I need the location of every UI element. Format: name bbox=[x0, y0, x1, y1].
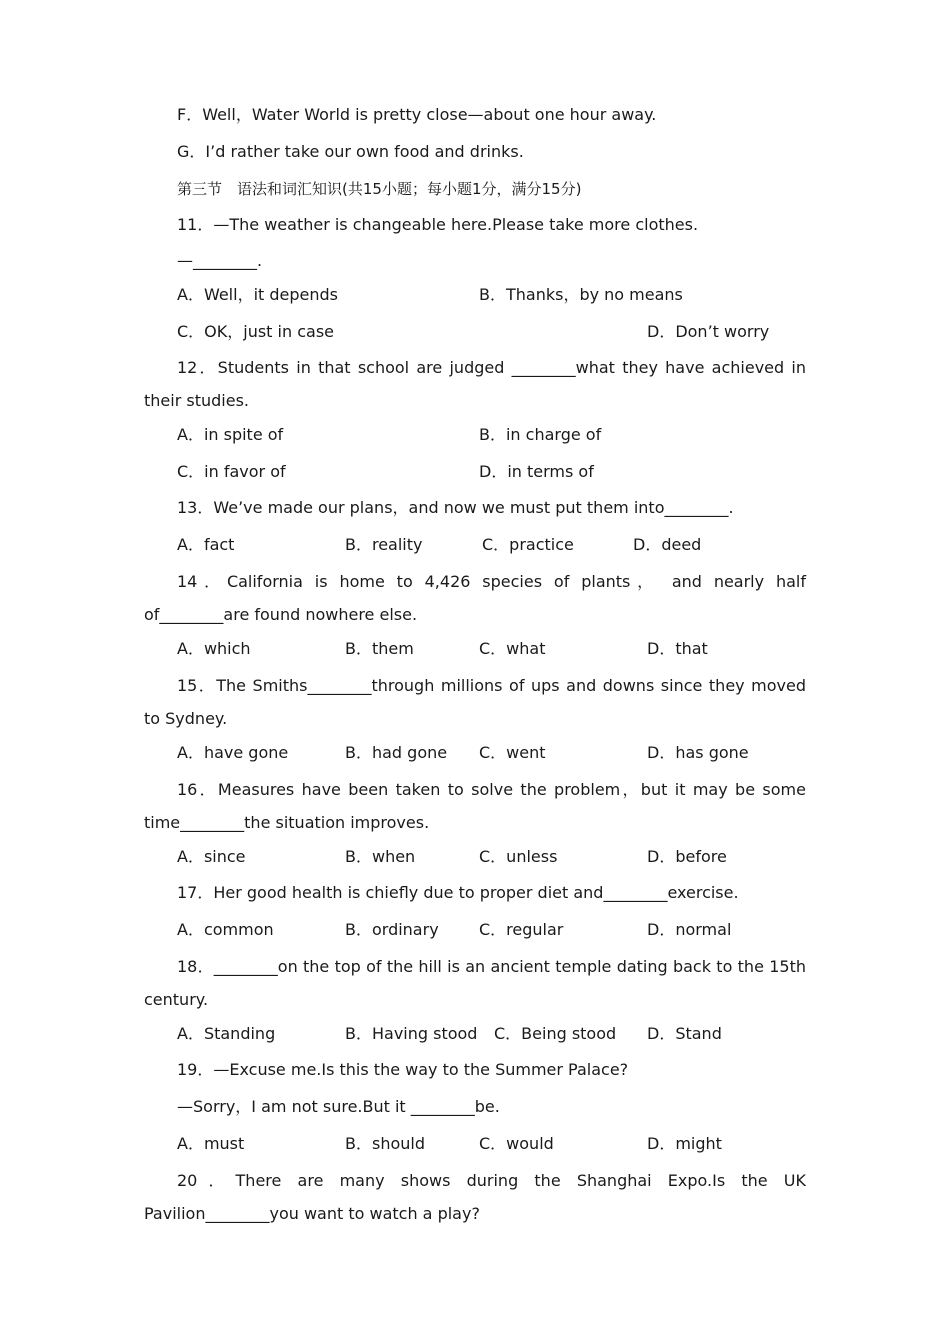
question-12-option-d: D．in terms of bbox=[479, 462, 594, 481]
question-19-option-a: A．must bbox=[177, 1134, 245, 1153]
question-13-option-c: C．practice bbox=[482, 535, 574, 554]
question-19-option-c: C．would bbox=[479, 1134, 554, 1153]
question-19-stem: 19．—Excuse me.Is this the way to the Summer Palace? bbox=[177, 1060, 629, 1079]
question-15-option-b: B．had gone bbox=[345, 743, 448, 762]
question-19-reply: —Sorry，I am not sure.But it ________be. bbox=[177, 1097, 500, 1116]
question-11-stem: 11．—The weather is changeable here.Please take more clothes. bbox=[177, 215, 699, 234]
question-16-option-d: D．before bbox=[647, 847, 727, 866]
question-14-option-c: C．what bbox=[479, 639, 546, 658]
question-12-option-a: A．in spite of bbox=[177, 425, 284, 444]
question-12-stem: 12．Students in that school are judged ________what they have achieved in their studies. bbox=[144, 358, 807, 410]
question-20-stem: 20．There are many shows during the Shanghai Expo.Is the UK Pavilion________you want to watch a play? bbox=[144, 1171, 806, 1223]
question-13-option-b: B．reality bbox=[345, 535, 423, 554]
question-17-option-b: B．ordinary bbox=[345, 920, 439, 939]
question-16-stem: 16．Measures have been taken to solve the problem，but it may be some time________the situation improves. bbox=[144, 780, 806, 832]
question-17-stem: 17．Her good health is chiefly due to proper diet and________exercise. bbox=[177, 883, 739, 902]
question-17-option-a: A．common bbox=[177, 920, 274, 939]
question-12-option-b: B．in charge of bbox=[479, 425, 602, 444]
question-18-option-d: D．Stand bbox=[647, 1024, 722, 1043]
question-16-option-a: A．since bbox=[177, 847, 246, 866]
question-14-option-a: A．which bbox=[177, 639, 251, 658]
question-19-option-d: D．might bbox=[647, 1134, 722, 1153]
question-17-option-d: D．normal bbox=[647, 920, 732, 939]
question-11-reply: —________. bbox=[177, 251, 263, 270]
question-15-option-d: D．has gone bbox=[647, 743, 749, 762]
question-11-option-c: C．OK，just in case bbox=[177, 322, 334, 341]
question-13-option-d: D．deed bbox=[633, 535, 702, 554]
question-12-option-c: C．in favor of bbox=[177, 462, 286, 481]
option-g-text: G．I’d rather take our own food and drinks. bbox=[177, 142, 524, 161]
question-18-option-b: B．Having stood bbox=[345, 1024, 478, 1043]
question-11-option-a: A．Well，it depends bbox=[177, 285, 339, 304]
question-15-option-c: C．went bbox=[479, 743, 546, 762]
question-18-option-c: C．Being stood bbox=[494, 1024, 617, 1043]
question-19-option-b: B．should bbox=[345, 1134, 425, 1153]
question-17-option-c: C．regular bbox=[479, 920, 564, 939]
question-16-option-c: C．unless bbox=[479, 847, 558, 866]
option-f-text: F．Well，Water World is pretty close—about one hour away. bbox=[177, 105, 657, 124]
question-15-option-a: A．have gone bbox=[177, 743, 289, 762]
question-18-option-a: A．Standing bbox=[177, 1024, 276, 1043]
question-14-option-b: B．them bbox=[345, 639, 414, 658]
question-11-option-b: B．Thanks，by no means bbox=[479, 285, 683, 304]
question-14-option-d: D．that bbox=[647, 639, 708, 658]
question-13-option-a: A．fact bbox=[177, 535, 235, 554]
question-15-stem: 15．The Smiths________through millions of ups and downs since they moved to Sydney. bbox=[144, 676, 806, 728]
section-heading: 第三节 语法和词汇知识(共15小题；每小题1分，满分15分) bbox=[177, 180, 582, 198]
question-18-stem: 18．________on the top of the hill is an ancient temple dating back to the 15th century. bbox=[144, 957, 806, 1009]
question-14-stem: 14．California is home to 4,426 species of plants， and nearly half of________are found nowhere else. bbox=[144, 572, 806, 624]
question-11-option-d: D．Don’t worry bbox=[647, 322, 770, 341]
question-13-stem: 13．We’ve made our plans，and now we must put them into________. bbox=[177, 498, 734, 517]
question-16-option-b: B．when bbox=[345, 847, 416, 866]
